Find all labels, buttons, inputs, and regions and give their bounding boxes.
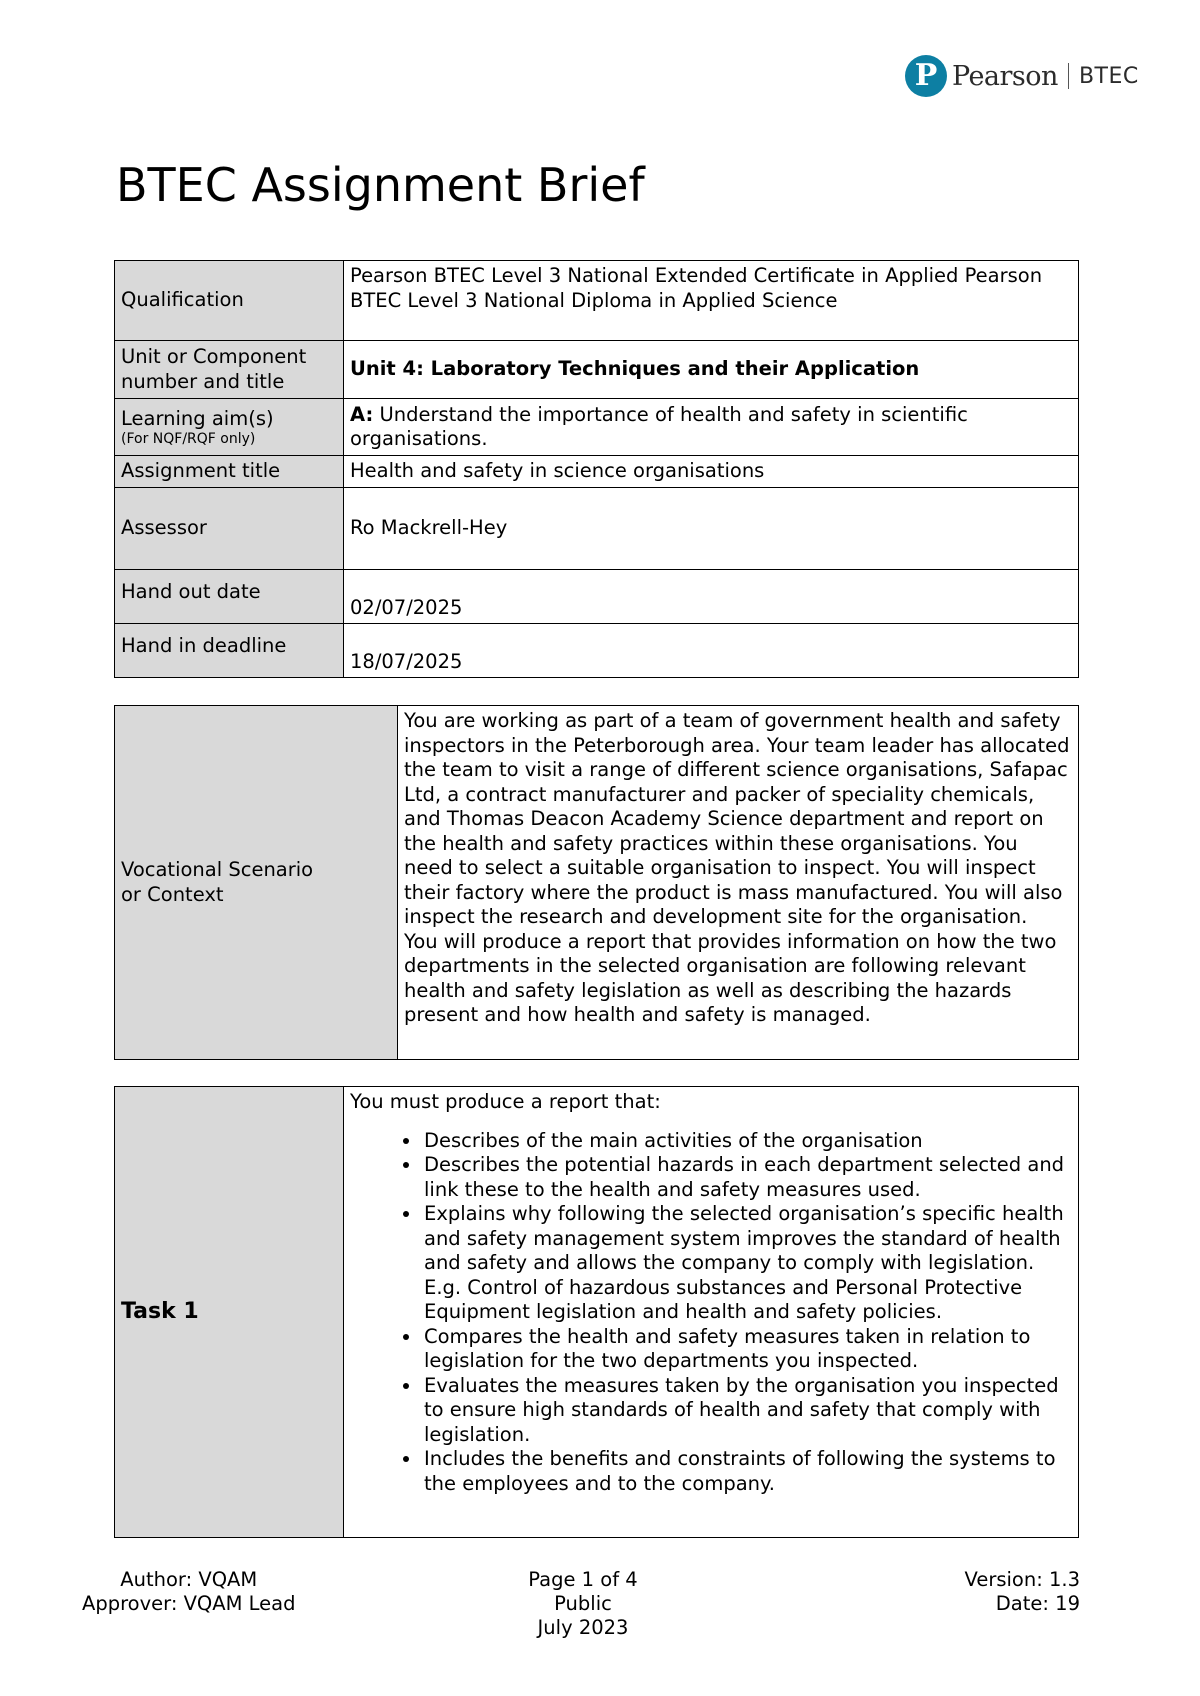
pearson-btec-logo [905, 52, 1139, 100]
footer-classification: Public [554, 1592, 612, 1615]
learning-aims-row [115, 399, 1079, 456]
learning-aims-label: Learning aim(s) [121, 406, 274, 430]
footer-approver: Approver: VQAM Lead [82, 1592, 296, 1615]
qualification-row [115, 261, 1079, 341]
assignment-title-row [115, 456, 1079, 488]
task-item: • Includes the benefits and constraints of following the systems to the employees and to the company. [422, 1447, 1072, 1496]
hand-out-value: 02/07/2025 [344, 570, 1079, 624]
footer-version: Version: 1.3 [964, 1568, 1080, 1591]
footer-version-block [900, 1568, 1080, 1616]
footer-page-number: Page 1 of 4 [528, 1568, 638, 1591]
footer-page-block [508, 1568, 658, 1640]
learning-aims-cell [115, 399, 344, 456]
learning-aims-value-cell [344, 399, 1079, 456]
assessor-value: Ro Mackrell-Hey [344, 488, 1079, 570]
assignment-title-label: Assignment title [115, 456, 344, 488]
scenario-paragraph-2: You will produce a report that provides information on how the two departments in the selected organisation are following relevant health and safety legislation as well as describing the hazards present and how health and safety is managed. [404, 929, 1057, 1026]
task-item: • Compares the health and safety measures taken in relation to legislation for the two departments you inspected. [422, 1325, 1072, 1374]
hand-in-value: 18/07/2025 [344, 624, 1079, 678]
hand-out-label: Hand out date [115, 570, 344, 624]
logo-product: BTEC [1078, 63, 1139, 89]
assessor-row [115, 488, 1079, 570]
qualification-label: Qualification [115, 261, 344, 341]
task-item: • Describes of the main activities of the organisation [422, 1129, 1072, 1154]
footer-date-tail: July 2023 [537, 1616, 629, 1639]
task1-row [115, 1087, 1079, 1538]
qualification-value: Pearson BTEC Level 3 National Extended Certificate in Applied Pearson BTEC Level 3 National Diploma in Applied Science [344, 261, 1079, 341]
scenario-paragraph-1: You are working as part of a team of government health and safety inspectors in the Peterborough area. Your team leader has allocated the team to visit a range of different science organisations, Safapac Ltd, a contract manufacturer and packer of speciality chemicals, and Thomas Deacon Academy Science department and report on the health and safety practices within these organisations. You need to select a suitable organisation to inspect. You will inspect their factory where the product is mass manufactured. You will also inspect the research and development site for the organisation. [404, 709, 1070, 928]
page-title: BTEC Assignment Brief [116, 158, 645, 212]
assessor-label: Assessor [115, 488, 344, 570]
footer-date: Date: 19 [995, 1592, 1080, 1615]
task1-intro: You must produce a report that: [350, 1090, 661, 1113]
scenario-label: Vocational Scenario or Context [115, 706, 398, 1060]
task1-label: Task 1 [115, 1087, 344, 1538]
scenario-table [114, 705, 1079, 1060]
learning-aims-note: (For NQF/RQF only) [121, 431, 256, 448]
task1-content-cell [344, 1087, 1079, 1538]
task1-list [350, 1129, 1072, 1497]
details-table [114, 260, 1079, 678]
learning-aim-code: A: [350, 402, 374, 426]
logo-glyph: P [914, 58, 938, 93]
footer-author: Author: VQAM [120, 1568, 258, 1591]
footer-author-block [82, 1568, 296, 1616]
task-item: • Explains why following the selected organisation’s specific health and safety management system improves the standard of health and safety and allows the company to comply with legislation. E.g. Control of hazardous substances and Personal Protective Equipment legislation and health and safety policies. [422, 1202, 1072, 1325]
hand-in-label: Hand in deadline [115, 624, 344, 678]
assignment-title-value: Health and safety in science organisations [344, 456, 1079, 488]
learning-aim-text: Understand the importance of health and safety in scientific organisations. [350, 402, 968, 450]
unit-value: Unit 4: Laboratory Techniques and their Application [344, 341, 1079, 399]
pearson-p-icon [905, 55, 947, 97]
hand-in-row [115, 624, 1079, 678]
logo-brand: Pearson [952, 60, 1058, 92]
scenario-text-cell [398, 706, 1079, 1060]
scenario-row [115, 706, 1079, 1060]
task-item: • Evaluates the measures taken by the organisation you inspected to ensure high standards of health and safety that comply with legislation. [422, 1374, 1072, 1448]
hand-out-row [115, 570, 1079, 624]
unit-label: Unit or Component number and title [115, 341, 344, 399]
task-table [114, 1086, 1079, 1538]
logo-divider [1068, 63, 1069, 89]
unit-row [115, 341, 1079, 399]
task-item: • Describes the potential hazards in each department selected and link these to the health and safety measures used. [422, 1153, 1072, 1202]
